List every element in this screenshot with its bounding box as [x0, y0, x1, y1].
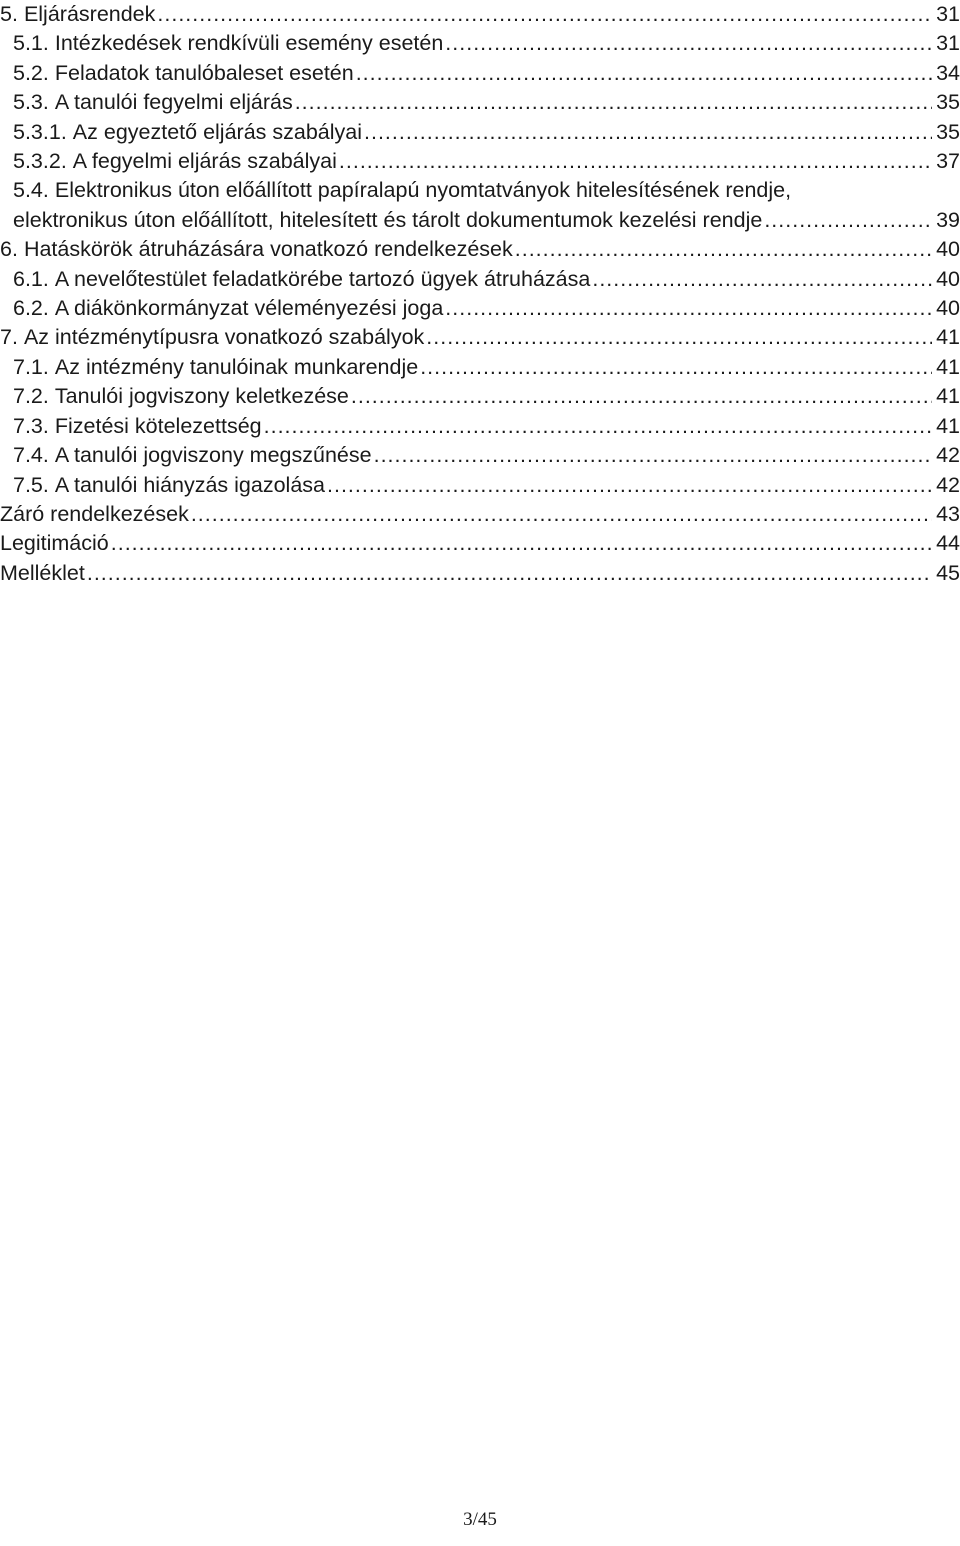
toc-entry[interactable]	[0, 323, 960, 352]
toc-entry-number: 5.3.	[13, 90, 49, 115]
toc-entry-number: 7.5.	[13, 472, 49, 497]
toc-entry[interactable]	[0, 559, 960, 588]
dot-leader	[426, 323, 932, 352]
toc-entry-title: Az intézménytípusra vonatkozó szabályok	[23, 325, 425, 350]
toc-entry-number: 6.2.	[13, 296, 49, 321]
toc-entry-page: 39	[936, 207, 960, 232]
toc-entry-page: 34	[936, 60, 960, 85]
dot-leader	[374, 441, 932, 470]
toc-entry-title: Melléklet	[0, 560, 85, 585]
toc-entry-number: 7.1.	[13, 354, 49, 379]
toc-entry-title: A fegyelmi eljárás szabályai	[72, 149, 337, 174]
toc-entry-page: 41	[936, 384, 960, 409]
toc-entry-title: Hatáskörök átruházására vonatkozó rendelkezések	[23, 237, 513, 262]
page-number: 3/45	[463, 1509, 497, 1530]
toc-entry-title: Intézkedések rendkívüli esemény esetén	[54, 31, 444, 56]
toc-entry[interactable]	[0, 0, 960, 29]
dot-leader	[445, 29, 932, 58]
toc-entry[interactable]	[0, 353, 960, 382]
dot-leader	[264, 412, 932, 441]
toc-entry-number: 6.	[0, 237, 18, 262]
toc-entry[interactable]	[0, 471, 960, 500]
dot-leader	[420, 353, 932, 382]
toc-entry[interactable]	[0, 294, 960, 323]
toc-entry-title: Tanulói jogviszony keletkezése	[54, 384, 349, 409]
toc-entry-title: Elektronikus úton előállított papíralapú nyomtatványok hitelesítésének rendje,	[54, 178, 792, 203]
toc-entry-page: 40	[936, 296, 960, 321]
toc-entry[interactable]	[0, 88, 960, 117]
dot-leader	[515, 235, 932, 264]
toc-entry-number: 5.	[0, 2, 18, 26]
toc-entry-number: 5.3.2.	[13, 149, 67, 174]
toc-entry-number: 7.4.	[13, 443, 49, 468]
toc-entry[interactable]	[0, 147, 960, 176]
toc-entry[interactable]	[0, 441, 960, 470]
toc-entry-number: 6.1.	[13, 266, 49, 291]
dot-leader	[356, 59, 932, 88]
dot-leader	[191, 500, 932, 529]
toc-entry-page: 40	[936, 266, 960, 291]
toc-entry-page: 41	[936, 325, 960, 350]
toc-entry[interactable]	[0, 29, 960, 58]
toc-entry-page: 44	[936, 531, 960, 556]
toc-entry[interactable]	[0, 412, 960, 441]
toc-entry[interactable]	[0, 235, 960, 264]
dot-leader	[764, 206, 932, 235]
toc-entry-title: A nevelőtestület feladatkörébe tartozó ügyek átruházása	[54, 266, 591, 291]
dot-leader	[87, 559, 932, 588]
dot-leader	[157, 0, 932, 29]
toc-entry[interactable]	[0, 118, 960, 147]
toc-entry-page: 35	[936, 119, 960, 144]
toc-entry-page: 41	[936, 413, 960, 438]
toc-entry-number: 5.3.1.	[13, 119, 67, 144]
toc-entry-title: Legitimáció	[0, 531, 109, 556]
dot-leader	[295, 88, 932, 117]
toc-entry-title: Fizetési kötelezettség	[54, 413, 262, 438]
toc-entry-number: 5.4.	[13, 178, 49, 203]
dot-leader	[111, 529, 932, 558]
toc-entry-page: 31	[936, 31, 960, 56]
toc-entry-number: 5.2.	[13, 60, 49, 85]
table-of-contents	[0, 0, 960, 588]
toc-entry-page: 41	[936, 354, 960, 379]
toc-entry-title: A tanulói jogviszony megszűnése	[54, 443, 372, 468]
toc-entry[interactable]	[0, 529, 960, 558]
toc-entry-page: 31	[936, 2, 960, 26]
toc-entry-page: 45	[936, 560, 960, 585]
toc-entry-page: 42	[936, 472, 960, 497]
toc-entry[interactable]	[0, 500, 960, 529]
toc-entry[interactable]	[0, 265, 960, 294]
toc-entry-title: A diákönkormányzat véleményezési joga	[54, 296, 444, 321]
toc-entry-number: 7.3.	[13, 413, 49, 438]
toc-entry-page: 37	[936, 149, 960, 174]
toc-entry[interactable]	[0, 176, 960, 235]
toc-entry[interactable]	[0, 59, 960, 88]
toc-entry-number: 5.1.	[13, 31, 49, 56]
toc-entry[interactable]	[0, 382, 960, 411]
toc-entry-page: 35	[936, 90, 960, 115]
toc-entry-number: 7.	[0, 325, 18, 350]
dot-leader	[339, 147, 932, 176]
dot-leader	[592, 265, 932, 294]
toc-entry-page: 40	[936, 237, 960, 262]
dot-leader	[327, 471, 932, 500]
toc-entry-page: 43	[936, 501, 960, 526]
toc-entry-title-continuation: elektronikus úton előállított, hitelesített és tárolt dokumentumok kezelési rendje	[13, 207, 763, 232]
dot-leader	[445, 294, 932, 323]
dot-leader	[364, 118, 932, 147]
toc-entry-title: A tanulói hiányzás igazolása	[54, 472, 326, 497]
dot-leader	[351, 382, 932, 411]
toc-entry-title: Feladatok tanulóbaleset esetén	[54, 60, 354, 85]
toc-entry-title: Az intézmény tanulóinak munkarendje	[54, 354, 419, 379]
toc-entry-title: Az egyeztető eljárás szabályai	[72, 119, 363, 144]
toc-entry-title: Záró rendelkezések	[0, 501, 189, 526]
toc-entry-title: Eljárásrendek	[23, 2, 156, 26]
toc-entry-page: 42	[936, 443, 960, 468]
toc-entry-number: 7.2.	[13, 384, 49, 409]
toc-entry-title: A tanulói fegyelmi eljárás	[54, 90, 293, 115]
